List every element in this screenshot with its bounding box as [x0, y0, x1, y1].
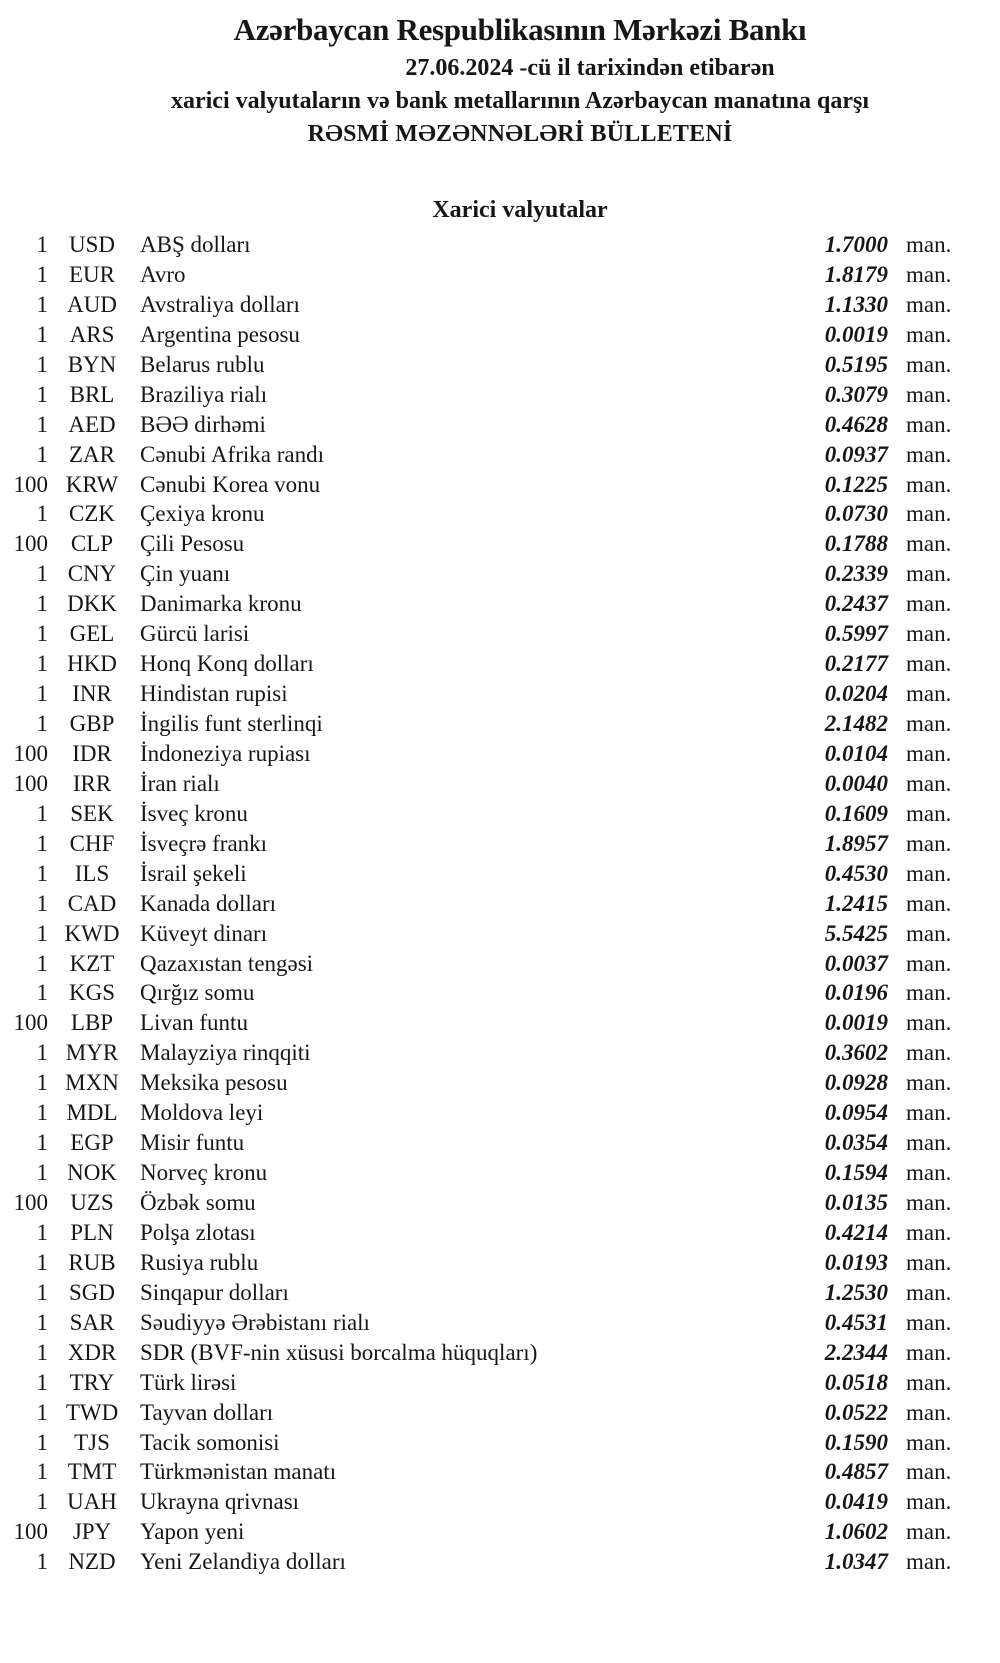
- table-row: [0, 1218, 1000, 1248]
- currency-code: CNY: [67, 561, 117, 587]
- rate-value: 0.0019: [824, 321, 888, 347]
- table-row: [0, 1428, 1000, 1458]
- currency-name: Polşa zlotası: [140, 1219, 256, 1245]
- rate-unit: man.: [906, 561, 952, 587]
- currency-name: İran rialı: [140, 770, 220, 796]
- quantity: 1: [36, 920, 48, 946]
- rate-unit: man.: [906, 321, 952, 347]
- quantity: 1: [36, 860, 48, 886]
- rate-value: 2.1482: [824, 711, 888, 736]
- rate-unit: man.: [906, 800, 952, 826]
- table-row: [0, 1308, 1000, 1338]
- rate-unit: man.: [906, 950, 952, 976]
- currency-code: BYN: [67, 351, 117, 377]
- currency-code: ARS: [69, 321, 115, 347]
- table-row: [0, 1278, 1000, 1308]
- table-row: [0, 350, 1000, 380]
- rate-value: 0.0522: [824, 1399, 888, 1425]
- currency-code: CAD: [67, 890, 117, 916]
- rate-value: 1.1330: [824, 291, 888, 317]
- currency-name: Meksika pesosu: [140, 1070, 288, 1096]
- currency-code: LBP: [70, 1010, 114, 1036]
- currency-name: Moldova leyi: [140, 1100, 264, 1126]
- currency-code: EUR: [69, 261, 115, 287]
- rate-value: 0.2339: [824, 561, 888, 587]
- rate-value: 0.0037: [824, 950, 888, 976]
- currency-name: Rusiya rublu: [140, 1249, 259, 1275]
- quantity: 1: [36, 890, 48, 916]
- table-row: [0, 859, 1000, 889]
- rate-unit: man.: [906, 1219, 952, 1245]
- quantity: 100: [13, 1519, 48, 1545]
- currency-name: Türkmənistan manatı: [140, 1459, 337, 1485]
- rate-value: 0.4628: [824, 411, 888, 437]
- bulletin-title: RƏSMİ MƏZƏNNƏLƏRİ BÜLLETENİ: [307, 121, 733, 147]
- rate-unit: man.: [906, 1489, 952, 1515]
- currency-code: TMT: [67, 1459, 117, 1485]
- currency-name: Cənubi Korea vonu: [140, 471, 321, 497]
- table-row: [0, 919, 1000, 949]
- quantity: 1: [36, 1549, 48, 1575]
- currency-code: NOK: [67, 1160, 117, 1186]
- rate-unit: man.: [906, 1070, 952, 1096]
- rate-unit: man.: [906, 441, 952, 467]
- table-row: [0, 230, 1000, 260]
- rate-value: 0.0104: [824, 740, 888, 766]
- currency-code: XDR: [67, 1339, 117, 1365]
- table-row: [0, 320, 1000, 350]
- table-row: [0, 1368, 1000, 1398]
- currency-name: SDR (BVF-nin xüsusi borcalma hüquqları): [140, 1339, 538, 1365]
- quantity: 1: [36, 1130, 48, 1156]
- rate-unit: man.: [906, 711, 952, 736]
- rate-unit: man.: [906, 1429, 952, 1455]
- rate-unit: man.: [906, 381, 952, 407]
- currency-name: İndoneziya rupiası: [140, 740, 311, 766]
- rate-value: 1.2530: [824, 1279, 888, 1305]
- currency-name: Qazaxıstan tengəsi: [140, 950, 314, 976]
- rate-unit: man.: [906, 232, 952, 257]
- currency-code: DKK: [67, 591, 117, 617]
- table-row: [0, 1128, 1000, 1158]
- table-row: [0, 1068, 1000, 1098]
- currency-code: MYR: [65, 1040, 119, 1066]
- rate-unit: man.: [906, 471, 952, 497]
- currency-code: NZD: [68, 1549, 116, 1575]
- rate-value: 0.0354: [824, 1130, 888, 1156]
- rate-value: 0.1609: [824, 800, 888, 826]
- rate-unit: man.: [906, 1369, 952, 1395]
- quantity: 1: [36, 681, 48, 707]
- currency-name: Çin yuanı: [140, 561, 231, 587]
- currency-code: ILS: [74, 860, 110, 886]
- table-row: [0, 1338, 1000, 1368]
- rate-unit: man.: [906, 1399, 952, 1425]
- table-row: [0, 1457, 1000, 1487]
- rate-unit: man.: [906, 890, 952, 916]
- rate-unit: man.: [906, 291, 952, 317]
- rate-unit: man.: [906, 1459, 952, 1485]
- rate-value: 0.4531: [824, 1309, 888, 1335]
- table-row: [0, 1398, 1000, 1428]
- quantity: 1: [36, 1160, 48, 1186]
- quantity: 1: [36, 1339, 48, 1365]
- rate-value: 0.0196: [824, 980, 888, 1006]
- rate-unit: man.: [906, 1279, 952, 1305]
- rate-value: 1.0602: [824, 1519, 888, 1545]
- table-row: [0, 619, 1000, 649]
- table-row: [0, 589, 1000, 619]
- currency-name: Səudiyyə Ərəbistanı rialı: [140, 1309, 370, 1335]
- rate-unit: man.: [906, 1100, 952, 1126]
- currency-code: JPY: [72, 1519, 112, 1545]
- rate-value: 0.0928: [824, 1070, 888, 1096]
- table-row: [0, 290, 1000, 320]
- currency-name: Çexiya kronu: [140, 501, 265, 527]
- quantity: 1: [36, 1100, 48, 1126]
- table-row: [0, 709, 1000, 739]
- quantity: 1: [36, 711, 48, 736]
- currency-code: INR: [72, 681, 112, 707]
- exchange-rates-table: [0, 230, 1000, 1577]
- table-row: [0, 1158, 1000, 1188]
- quantity: 100: [13, 531, 48, 557]
- rate-value: 1.7000: [824, 232, 888, 257]
- quantity: 1: [36, 291, 48, 317]
- rate-unit: man.: [906, 1130, 952, 1156]
- currency-code: CLP: [70, 531, 114, 557]
- rate-value: 0.1225: [824, 471, 888, 497]
- quantity: 1: [36, 441, 48, 467]
- currency-name: Braziliya rialı: [140, 381, 268, 407]
- currency-name: Tayvan dolları: [140, 1399, 274, 1425]
- currency-code: KWD: [64, 920, 120, 946]
- rate-value: 0.2437: [824, 591, 888, 617]
- table-row: [0, 260, 1000, 290]
- currency-name: Belarus rublu: [140, 351, 265, 377]
- currency-code: UAH: [67, 1489, 117, 1515]
- currency-code: KZT: [69, 950, 115, 976]
- currency-code: IRR: [72, 770, 112, 796]
- quantity: 100: [13, 1190, 48, 1215]
- quantity: 1: [36, 561, 48, 587]
- quantity: 1: [36, 1309, 48, 1335]
- currency-name: Yeni Zelandiya dolları: [140, 1549, 346, 1575]
- quantity: 1: [36, 1429, 48, 1455]
- rate-unit: man.: [906, 860, 952, 886]
- table-row: [0, 769, 1000, 799]
- rate-value: 0.0937: [824, 441, 888, 467]
- rate-value: 1.8179: [824, 261, 888, 287]
- currency-name: Sinqapur dolları: [140, 1279, 289, 1305]
- rate-value: 0.0135: [824, 1190, 888, 1215]
- currency-name: Avro: [140, 261, 186, 287]
- rate-value: 0.0730: [824, 501, 888, 527]
- quantity: 100: [13, 471, 48, 497]
- currency-code: GEL: [69, 621, 115, 647]
- table-row: [0, 978, 1000, 1008]
- currency-code: EGP: [70, 1130, 114, 1156]
- currency-name: İsrail şekeli: [140, 860, 247, 886]
- currency-code: TRY: [69, 1369, 115, 1395]
- currency-name: Cənubi Afrika randı: [140, 441, 324, 467]
- rate-unit: man.: [906, 1249, 952, 1275]
- currency-name: Norveç kronu: [140, 1160, 268, 1186]
- currency-name: İngilis funt sterlinqi: [140, 711, 323, 736]
- rate-unit: man.: [906, 591, 952, 617]
- table-row: [0, 1188, 1000, 1218]
- currency-code: KGS: [68, 980, 115, 1006]
- rate-unit: man.: [906, 411, 952, 437]
- quantity: 1: [36, 381, 48, 407]
- quantity: 1: [36, 950, 48, 976]
- rate-value: 0.0419: [824, 1489, 888, 1515]
- quantity: 100: [13, 740, 48, 766]
- table-row: [0, 1008, 1000, 1038]
- quantity: 1: [36, 621, 48, 647]
- currency-code: USD: [68, 232, 115, 257]
- rate-unit: man.: [906, 920, 952, 946]
- quantity: 1: [36, 232, 48, 257]
- currency-code: UZS: [70, 1190, 114, 1215]
- table-row: [0, 1487, 1000, 1517]
- rate-value: 0.0193: [824, 1249, 888, 1275]
- rate-value: 1.8957: [824, 830, 888, 856]
- currency-name: Özbək somu: [140, 1190, 256, 1215]
- quantity: 1: [36, 1249, 48, 1275]
- currency-code: SEK: [70, 800, 114, 826]
- currency-name: Qırğız somu: [140, 980, 255, 1006]
- currency-code: CZK: [69, 501, 115, 527]
- bulletin-subtitle: xarici valyutaların və bank metallarının Azərbaycan manatına qarşı: [170, 88, 869, 114]
- table-row: [0, 380, 1000, 410]
- rate-value: 0.4214: [824, 1219, 888, 1245]
- currency-code: BRL: [69, 381, 115, 407]
- rate-unit: man.: [906, 621, 952, 647]
- currency-code: MXN: [65, 1070, 119, 1096]
- currency-name: Küveyt dinarı: [140, 920, 268, 946]
- rate-value: 0.3079: [824, 381, 888, 407]
- table-row: [0, 799, 1000, 829]
- rate-value: 0.0954: [824, 1100, 888, 1126]
- currency-name: BƏƏ dirhəmi: [140, 411, 266, 437]
- table-row: [0, 1547, 1000, 1577]
- currency-code: SGD: [68, 1279, 115, 1305]
- quantity: 1: [36, 980, 48, 1006]
- rate-unit: man.: [906, 1190, 952, 1215]
- rate-unit: man.: [906, 1010, 952, 1036]
- effective-date-line: 27.06.2024 -cü il tarixindən etibarən: [405, 55, 775, 81]
- rate-unit: man.: [906, 980, 952, 1006]
- currency-name: İsveçrə frankı: [140, 830, 268, 856]
- currency-code: HKD: [67, 651, 117, 677]
- currency-code: AUD: [67, 291, 117, 317]
- table-row: [0, 679, 1000, 709]
- rate-unit: man.: [906, 1519, 952, 1545]
- rate-value: 0.1594: [824, 1160, 888, 1186]
- currency-name: Yapon yeni: [140, 1519, 245, 1545]
- table-row: [0, 470, 1000, 500]
- currency-name: Honq Konq dolları: [140, 651, 314, 677]
- quantity: 1: [36, 1399, 48, 1425]
- quantity: 100: [13, 770, 48, 796]
- currency-name: Türk lirəsi: [140, 1369, 237, 1395]
- quantity: 1: [36, 651, 48, 677]
- rate-unit: man.: [906, 1309, 952, 1335]
- quantity: 1: [36, 321, 48, 347]
- currency-code: CHF: [69, 830, 115, 856]
- rate-value: 2.2344: [824, 1339, 888, 1365]
- table-row: [0, 649, 1000, 679]
- rate-value: 0.1788: [824, 531, 888, 557]
- rate-unit: man.: [906, 770, 952, 796]
- currency-code: MDL: [66, 1100, 118, 1126]
- currency-name: Danimarka kronu: [140, 591, 302, 617]
- rate-value: 0.0019: [824, 1010, 888, 1036]
- table-row: [0, 440, 1000, 470]
- quantity: 1: [36, 261, 48, 287]
- quantity: 1: [36, 1070, 48, 1096]
- currency-code: RUB: [68, 1249, 116, 1275]
- quantity: 1: [36, 1369, 48, 1395]
- currency-code: AED: [68, 411, 116, 437]
- currency-name: Livan funtu: [140, 1010, 248, 1036]
- rate-unit: man.: [906, 351, 952, 377]
- rate-unit: man.: [906, 1339, 952, 1365]
- rate-unit: man.: [906, 531, 952, 557]
- currency-name: Hindistan rupisi: [140, 681, 288, 707]
- rate-unit: man.: [906, 651, 952, 677]
- currency-name: Ukrayna qrivnası: [140, 1489, 300, 1515]
- rate-value: 0.3602: [824, 1040, 888, 1066]
- currency-name: İsveç kronu: [140, 800, 248, 826]
- currency-code: ZAR: [69, 441, 115, 467]
- rate-value: 0.0040: [824, 770, 888, 796]
- table-row: [0, 1098, 1000, 1128]
- quantity: 1: [36, 501, 48, 527]
- quantity: 1: [36, 1219, 48, 1245]
- currency-name: Kanada dolları: [140, 890, 277, 916]
- table-row: [0, 499, 1000, 529]
- table-row: [0, 1248, 1000, 1278]
- table-row: [0, 1038, 1000, 1068]
- quantity: 100: [13, 1010, 48, 1036]
- rate-value: 0.1590: [824, 1429, 888, 1455]
- quantity: 1: [36, 411, 48, 437]
- currency-code: TJS: [74, 1429, 110, 1455]
- currency-name: Malayziya rinqqiti: [140, 1040, 311, 1066]
- currency-name: Misir funtu: [140, 1130, 245, 1156]
- rate-unit: man.: [906, 830, 952, 856]
- currency-name: Tacik somonisi: [140, 1429, 280, 1455]
- rate-value: 0.5997: [824, 621, 888, 647]
- quantity: 1: [36, 1279, 48, 1305]
- table-row: [0, 1517, 1000, 1547]
- currency-code: IDR: [72, 740, 112, 766]
- section-title-foreign-currencies: Xarici valyutalar: [432, 197, 608, 223]
- rate-unit: man.: [906, 261, 952, 287]
- table-row: [0, 559, 1000, 589]
- rate-unit: man.: [906, 681, 952, 707]
- rate-value: 0.5195: [824, 351, 888, 377]
- currency-code: KRW: [65, 471, 119, 497]
- bank-title: Azərbaycan Respublikasının Mərkəzi Bankı: [233, 12, 807, 47]
- quantity: 1: [36, 1489, 48, 1515]
- rate-value: 1.2415: [824, 890, 888, 916]
- quantity: 1: [36, 800, 48, 826]
- currency-name: Gürcü larisi: [140, 621, 250, 647]
- currency-name: Avstraliya dolları: [140, 291, 300, 317]
- table-row: [0, 739, 1000, 769]
- quantity: 1: [36, 351, 48, 377]
- rate-unit: man.: [906, 740, 952, 766]
- table-row: [0, 949, 1000, 979]
- currency-name: ABŞ dolları: [140, 232, 251, 257]
- rate-value: 0.4530: [824, 860, 888, 886]
- rate-value: 5.5425: [824, 920, 888, 946]
- quantity: 1: [36, 830, 48, 856]
- currency-code: PLN: [70, 1219, 114, 1245]
- rate-unit: man.: [906, 1549, 952, 1575]
- rate-unit: man.: [906, 1160, 952, 1186]
- currency-code: TWD: [65, 1399, 119, 1425]
- currency-name: Argentina pesosu: [140, 321, 300, 347]
- rate-value: 0.2177: [824, 651, 888, 677]
- table-row: [0, 889, 1000, 919]
- table-row: [0, 529, 1000, 559]
- quantity: 1: [36, 1040, 48, 1066]
- quantity: 1: [36, 1459, 48, 1485]
- table-row: [0, 410, 1000, 440]
- table-row: [0, 829, 1000, 859]
- rate-unit: man.: [906, 501, 952, 527]
- rate-value: 0.4857: [824, 1459, 888, 1485]
- currency-code: SAR: [69, 1309, 115, 1335]
- currency-code: GBP: [69, 711, 115, 736]
- bulletin-header: [40, 0, 1000, 151]
- rate-value: 0.0204: [824, 681, 888, 707]
- rate-unit: man.: [906, 1040, 952, 1066]
- quantity: 1: [36, 591, 48, 617]
- rate-value: 1.0347: [824, 1549, 888, 1575]
- currency-name: Çili Pesosu: [140, 531, 245, 557]
- rate-value: 0.0518: [824, 1369, 888, 1395]
